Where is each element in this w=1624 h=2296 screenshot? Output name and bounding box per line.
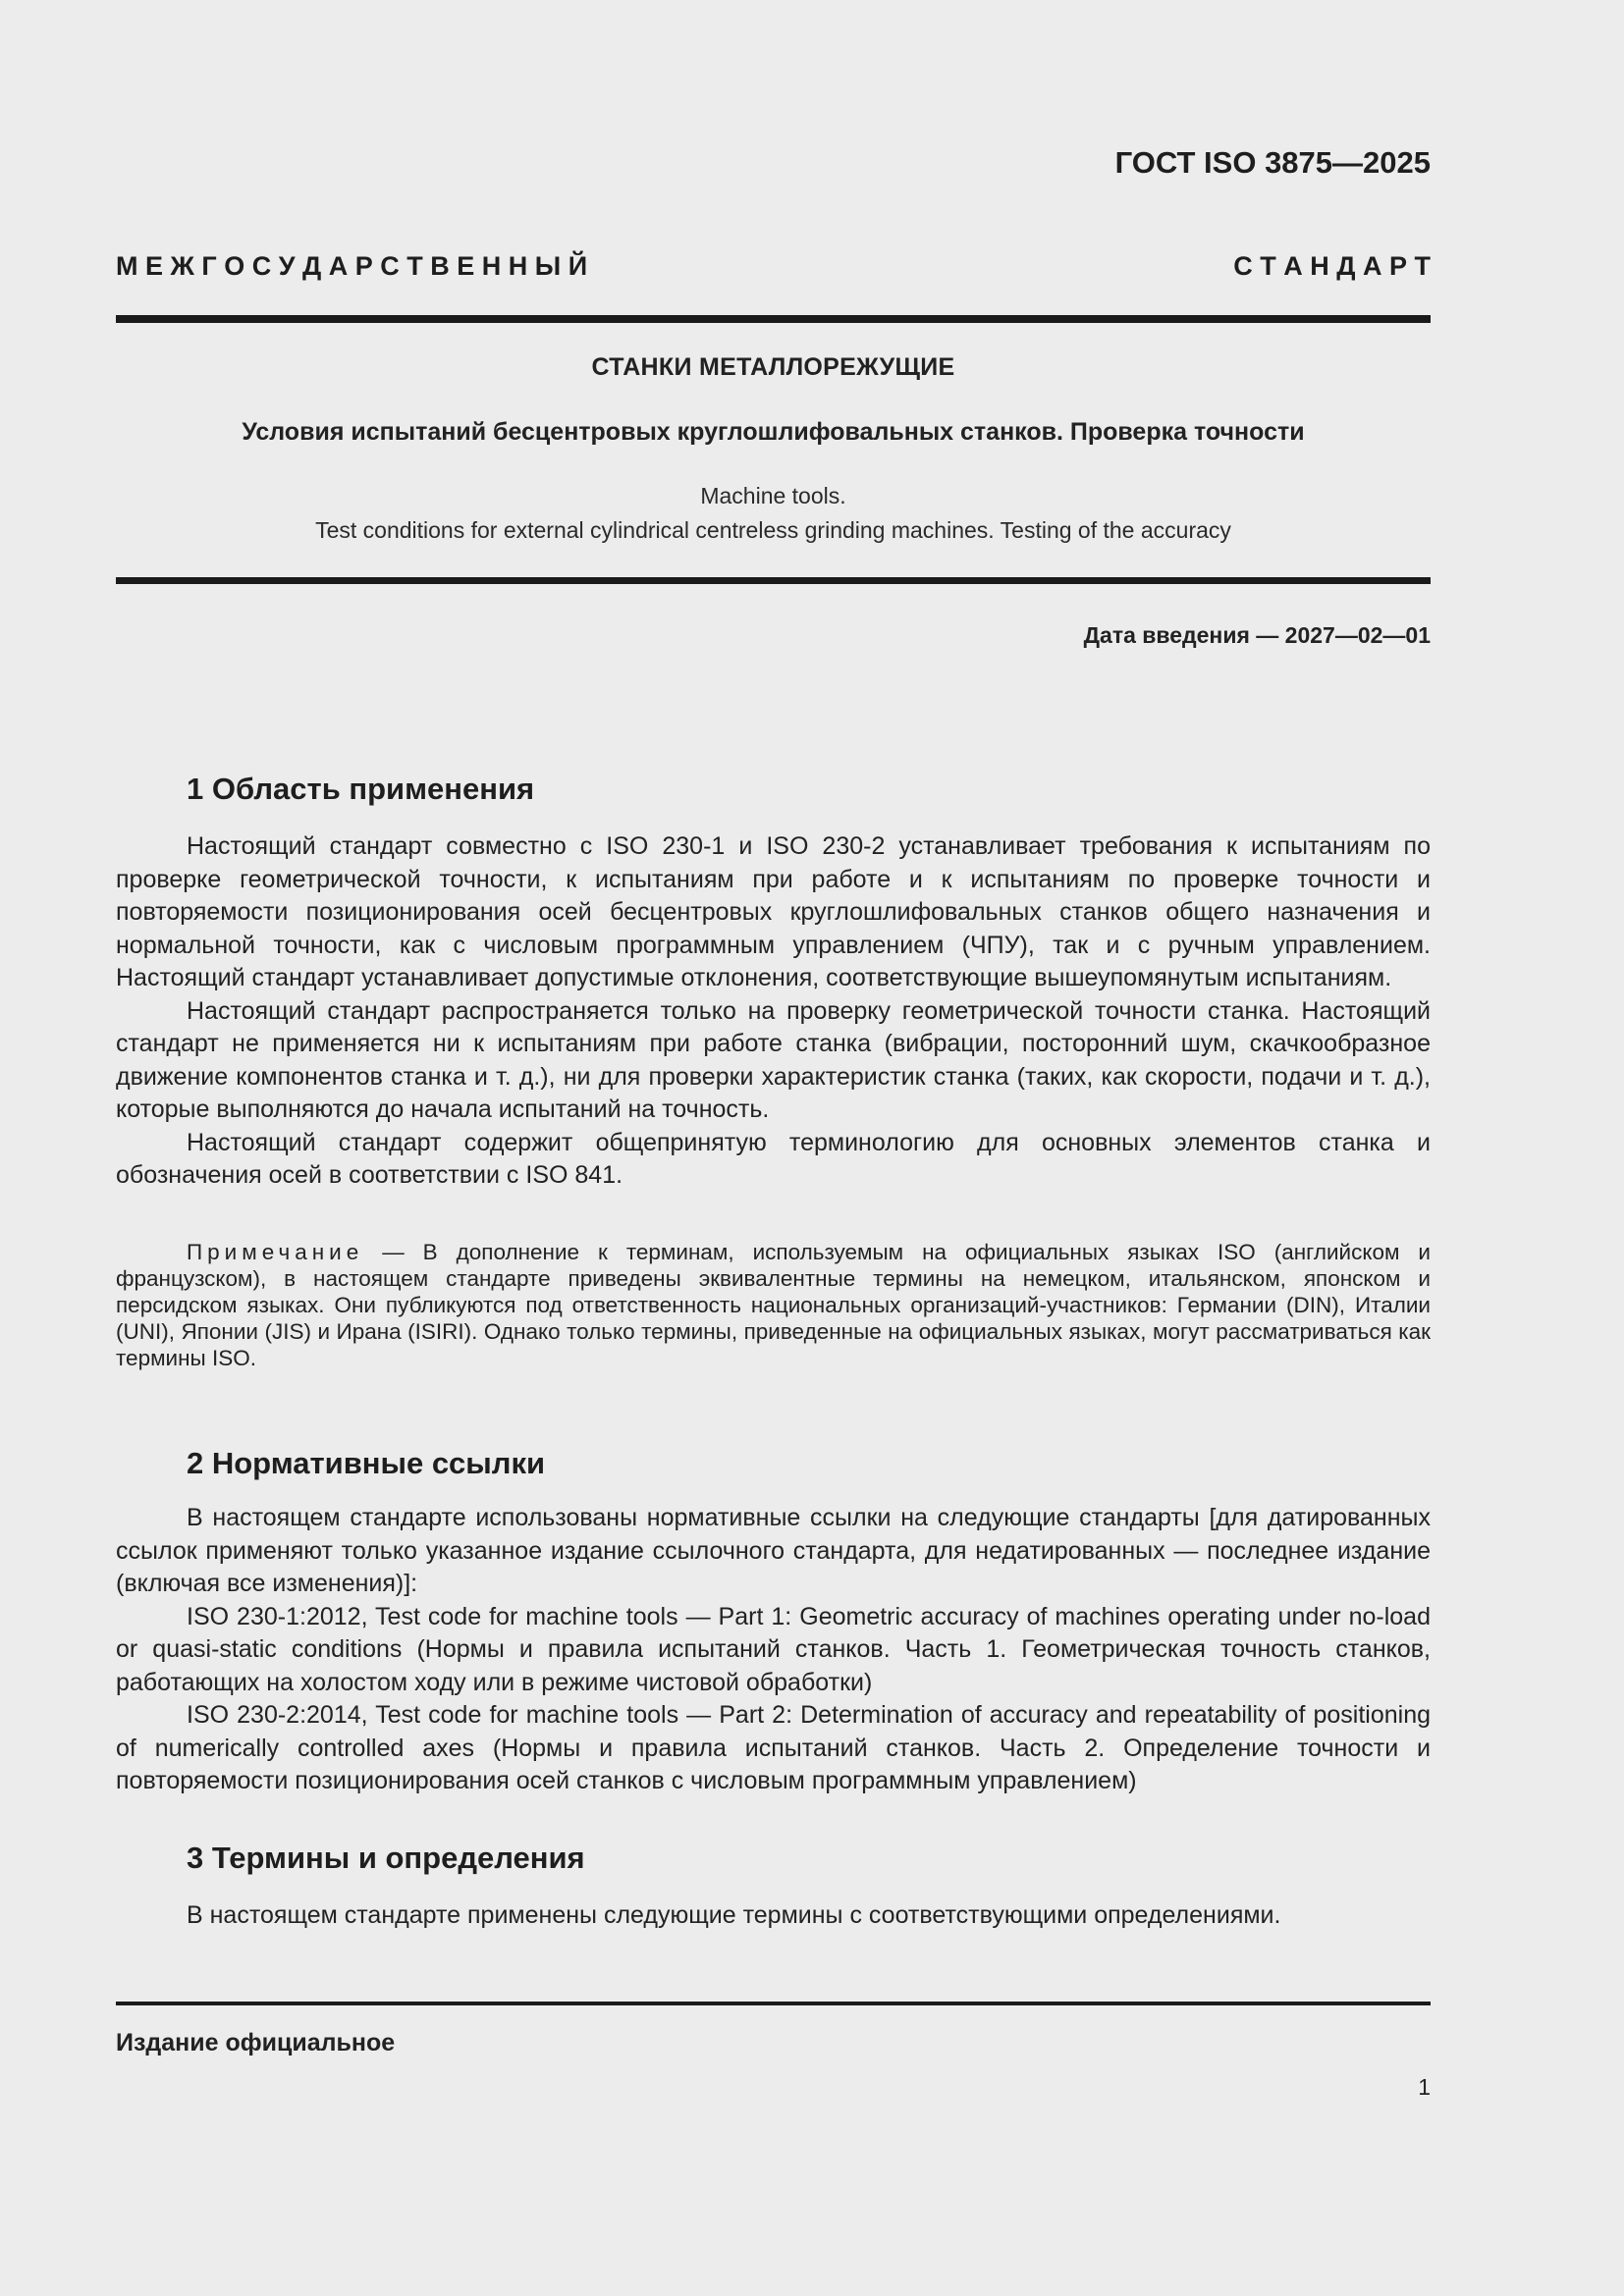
official-edition-label: Издание официальное [116, 2029, 396, 2056]
document-title: СТАНКИ МЕТАЛЛОРЕЖУЩИЕ [591, 353, 955, 381]
paragraph: Настоящий стандарт содержит общепринятую терминологию для основных элементов станка и обозначения осей в соответствии с ISO 841. [116, 1128, 1431, 1189]
section-heading-normative-references: 2 Нормативные ссылки [187, 1446, 546, 1480]
section-references-body [116, 1502, 1431, 1798]
document-id: ГОСТ ISO 3875—2025 [1114, 145, 1431, 180]
reference-item: ISO 230-1:2012, Test code for machine tools — Part 1: Geometric accuracy of machines operating under no-load or quasi-static conditions (Нормы и правила испытаний станков. Часть 1. Геометрическая точность станков, работающих на холостом ходу или в режиме чистовой обработки) [116, 1602, 1431, 1696]
footer-rule [116, 2002, 1431, 2005]
scope-note [116, 1239, 1431, 1371]
section-heading-scope: 1 Область применения [187, 772, 535, 806]
english-title-line-2: Test conditions for external cylindrical centreless grinding machines. Testing of the accuracy [315, 517, 1231, 543]
page-number: 1 [1418, 2074, 1431, 2100]
standard-word: С Т А Н Д А Р Т [1233, 251, 1431, 281]
english-title-line-1: Machine tools. [700, 483, 846, 508]
note-text: — В дополнение к терминам, используемым на официальных языках ISO (английском и французском), в настоящем стандарте приведены эквивалентные термины на немецком, итальянском, японском и персидском языках. Они публикуются под ответственность национальных организаций-участников: Германии (DIN), Италии (UNI), Японии (JIS) и Ирана (ISIRI). Однако только термины, приведенные на официальных языках, могут рассматриваться как термины ISO. [116, 1240, 1431, 1370]
section-scope-body [116, 830, 1431, 1193]
interstate-word: М Е Ж Г О С У Д А Р С Т В Е Н Н Ы Й [116, 251, 588, 281]
section-heading-terms: 3 Термины и определения [187, 1841, 585, 1875]
section-terms-body [116, 1899, 1431, 1933]
paragraph: В настоящем стандарте использованы нормативные ссылки на следующие стандарты [для датированных ссылок применяют только указанное издание ссылочного стандарта, для недатированных — последнее издание (включая все изменения)]: [116, 1504, 1431, 1597]
header-rule [116, 315, 1431, 323]
note-label: Примечание [187, 1240, 364, 1264]
reference-item: ISO 230-2:2014, Test code for machine tools — Part 2: Determination of accuracy and repeatability of positioning of numerically controlled axes (Нормы и правила испытаний станков. Часть 2. Определение точности и повторяемости позиционирования осей станков с числовым программным управлением) [116, 1701, 1431, 1794]
interstate-standard-banner [116, 251, 1431, 282]
title-rule [116, 577, 1431, 584]
paragraph: В настоящем стандарте применены следующие термины с соответствующими определениями. [187, 1901, 1281, 1929]
document-subtitle: Условия испытаний бесцентровых круглошлифовальных станков. Проверка точности [242, 418, 1305, 446]
paragraph: Настоящий стандарт совместно с ISO 230-1 и ISO 230-2 устанавливает требования к испытаниям по проверке геометрической точности, к испытаниям при работе и к испытаниям по проверке точности и повторяемости позиционирования осей бесцентровых круглошлифовальных станков общего назначения и нормальной точности, как с числовым программным управлением (ЧПУ), так и с ручным управлением. Настоящий стандарт устанавливает допустимые отклонения, соответствующие вышеупомянутым испытаниям. [116, 832, 1431, 991]
introduction-date: Дата введения — 2027—02—01 [1083, 622, 1431, 648]
paragraph: Настоящий стандарт распространяется только на проверку геометрической точности станка. Настоящий стандарт не применяется ни к испытаниям при работе станка (вибрации, посторонний шум, скачкообразное движение компонентов станка и т. д.), ни для проверки характеристик станка (таких, как скорости, подачи и т. д.), которые выполняются до начала испытаний на точность. [116, 996, 1431, 1123]
english-title [116, 479, 1431, 548]
